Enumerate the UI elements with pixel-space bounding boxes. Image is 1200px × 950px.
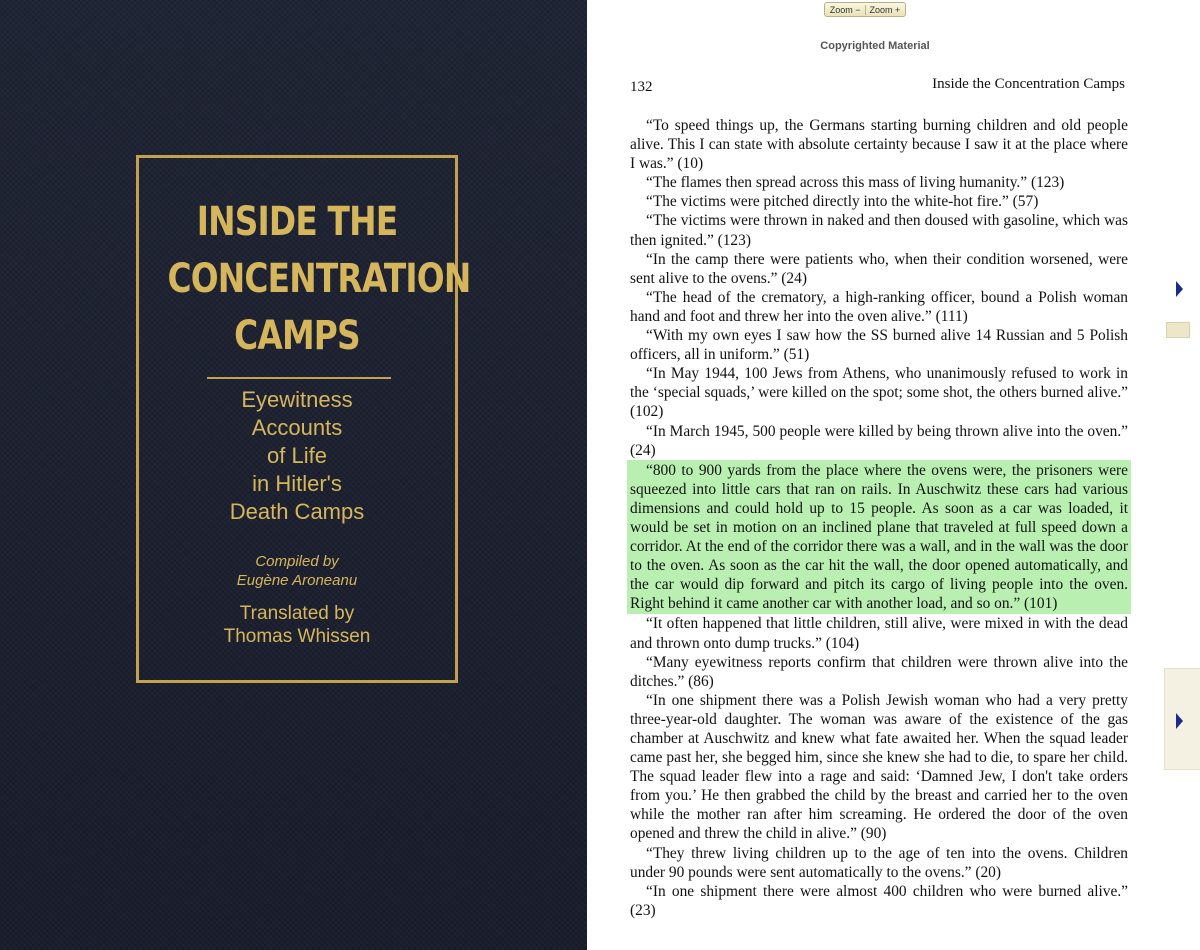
book-cover	[0, 0, 587, 950]
cover-title-line: CAMPS	[234, 313, 360, 359]
paragraph: “The victims were pitched directly into the white-hot fire.” (57)	[646, 193, 1039, 211]
paragraph: “In May 1944, 100 Jews from Athens, who unanimously refused to work in the ‘special squads,’ were killed on the spot; some shot, the others burned alive.” (102)	[630, 365, 1128, 421]
cover-title-line: CONCENTRATION	[167, 256, 471, 302]
cover-translated-by: Translated by Thomas Whissen	[223, 603, 371, 647]
zoom-in-button[interactable]: Zoom +	[869, 4, 901, 15]
paragraph: “Many eyewitness reports confirm that children were thrown alive into the ditches.” (86)	[630, 653, 1128, 690]
zoom-control	[824, 2, 906, 17]
next-page-arrow-icon[interactable]	[1176, 713, 1183, 729]
paragraph: “The head of the crematory, a high-ranking officer, bound a Polish woman hand and foot and threw her into the oven alive.” (111)	[630, 288, 1128, 325]
paragraph: “With my own eyes I saw how the SS burned alive 14 Russian and 5 Polish officers, all in uniform.” (51)	[630, 327, 1128, 364]
paragraph: “In one shipment there was a Polish Jewish woman who had a very pretty three-year-old daughter. The woman was aware of the existence of the gas chamber at Auschwitz and knew what fate awaited her. When the squad leader came past her, she begged him, since she knew she had to die, to spare her child. The squad leader flew into a rage and said: ‘Damned Jew, I don't take orders from you.’ He then grabbed the child by the breast and carried her to the oven while the mother ran after him screaming. He ordered the door of the oven opened and threw the child in alive.” (90)	[630, 691, 1128, 843]
cover-subtitle: Eyewitness Accounts of Life in Hitler's Death Camps	[229, 387, 365, 524]
cover-title	[167, 194, 471, 365]
highlighted-paragraph: “800 to 900 yards from the place where the ovens were, the prisoners were squeezed into little cars that ran on rails. In Auschwitz these cars had various dimensions and could hold up to 15 people. As soon as a car was loaded, it would be set in motion on an inclined plane that traveled at full speed down a corridor. At the end of the corridor there was a wall, and in the wall was the door to the oven. As soon as the car hit the wall, the door opened automatically, and the car would dip forward and pitch its cargo of living people into the oven. Right behind it came another car with another load, and so on.” (101)	[627, 460, 1131, 615]
paragraph: “The victims were thrown in naked and then doused with gasoline, which was then ignited.” (123)	[630, 212, 1128, 249]
cover-compiled-by: Compiled by Eugène Aroneanu	[236, 553, 358, 589]
next-page-arrow-icon[interactable]	[1176, 281, 1183, 297]
page-number: 132	[630, 79, 653, 95]
page-tab-marker[interactable]	[1166, 322, 1190, 338]
page-body	[630, 116, 1128, 920]
running-head: Inside the Concentration Camps	[932, 76, 1125, 92]
cover-title-line: INSIDE THE	[196, 199, 398, 245]
paragraph: “In the camp there were patients who, when their condition worsened, were sent alive to the ovens.” (24)	[630, 250, 1128, 287]
paragraph: “The flames then spread across this mass of living humanity.” (123)	[646, 174, 1065, 192]
paragraph: “It often happened that little children, still alive, were mixed in with the dead and thrown onto dump trucks.” (104)	[630, 615, 1128, 652]
paragraph: “In March 1945, 500 people were killed by being thrown alive into the oven.” (24)	[630, 422, 1128, 459]
paragraph: “To speed things up, the Germans starting burning children and old people alive. This I can state with absolute certainty because I saw it at the place where I was.” (10)	[630, 117, 1128, 173]
cover-gold-frame	[136, 155, 471, 683]
paragraph: “In one shipment there were almost 400 children who were burned alive.” (23)	[630, 882, 1128, 919]
copyright-notice: Copyrighted Material	[820, 40, 930, 52]
cover-divider	[207, 377, 391, 379]
zoom-out-button[interactable]: Zoom −	[829, 4, 861, 15]
paragraph: “They threw living children up to the age of ten into the ovens. Children under 90 pounds were sent automatically to the ovens.” (20)	[630, 844, 1128, 881]
